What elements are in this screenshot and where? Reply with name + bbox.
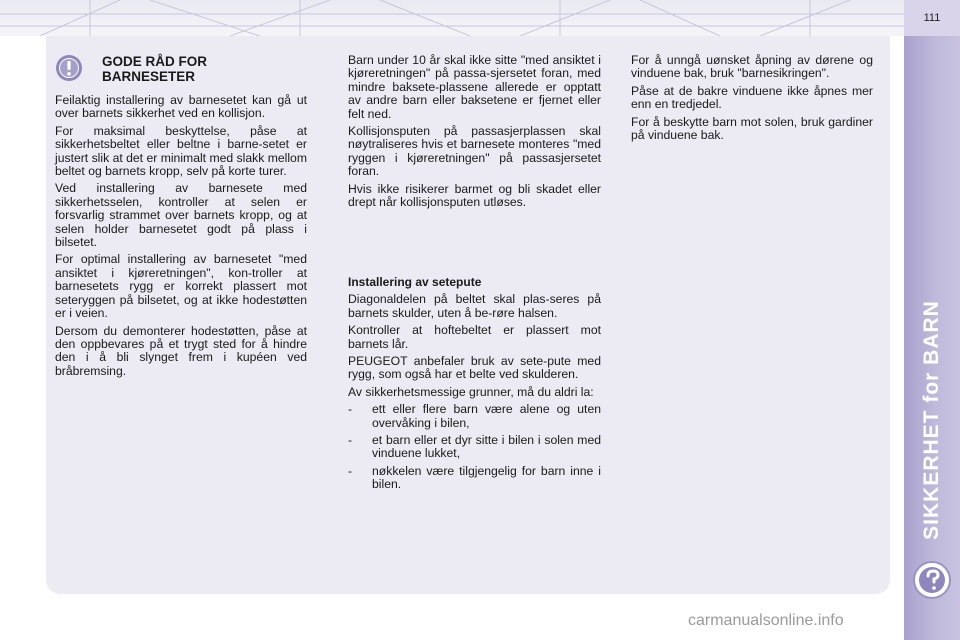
paragraph: PEUGEOT anbefaler bruk av sete-pute med rygg, som også har et belte ved skulderen. [348,354,601,382]
paragraph: Hvis ikke risikerer barmet og bli skadet eller drept når kollisjonsputen utløses. [348,181,601,210]
section-heading: GODE RÅD FOR BARNESETER [102,54,208,84]
list-item [348,434,601,461]
question-circle-icon [912,560,952,600]
paragraph: For optimal installering av barnesetet "med ansiktet i kjøreretningen", kon-troller at barnesetets rygg er korrekt plassert mot seteryggen på bilsetet, og at ikke hodestøtten er i veien. [55,252,307,321]
header-pattern [0,0,904,36]
page-number: 111 [923,12,941,24]
page-number-tab [904,0,960,36]
paragraph: Av sikkerhetsmessige grunner, må du aldri la: [348,384,594,399]
bullet-marker: - [348,402,353,417]
paragraph: Dersom du demonterer hodestøtten, påse at den oppbevares på et trygt sted for å hindre den i å bli slynget frem i kupéen ved bråbremsing. [55,323,307,378]
exclamation-circle-icon [55,54,83,82]
watermark: carmanualsonline.info [688,612,844,629]
column-1 [55,94,307,382]
list-item-text: et barn eller et dyr sitte i bilen i solen med vinduene lukket, [372,433,601,461]
paragraph: Påse at de bakre vinduene ikke åpnes mer enn en tredjedel. [631,83,873,112]
column-2-top [348,54,601,213]
bullet-marker: - [348,433,353,448]
paragraph: Kollisjonsputen på passasjerplassen skal nøytraliseres hvis et barnesete monteres "med ryggen i kjøreretningen" på passasjersetet foran. [348,124,601,179]
chapter-title-vertical [904,290,960,550]
paragraph: Kontroller at hoftebeltet er plassert mot barnets lår. [348,323,601,351]
list-item [348,465,601,492]
list-item-text: nøkkelen være tilgjengelig for barn inne i bilen. [372,463,601,492]
column-2-bottom [348,276,601,496]
paragraph: Feilaktig installering av barnesetet kan gå ut over barnets sikkerhet ved en kollisjon. [55,93,307,121]
paragraph: For å unngå uønsket åpning av dørene og vinduene bak, bruk "barnesikringen". [631,53,873,81]
paragraph: Diagonaldelen på beltet skal plas-seres på barnets skulder, uten å be-røre halsen. [348,292,601,320]
paragraph: Ved installering av barnesete med sikkerhetsselen, kontroller at selen er forsvarlig strammet over barnets kropp, og at selen holder barnesetet godt på plass i bilsetet. [55,181,307,250]
header-band [0,0,904,36]
list-item-text: ett eller flere barn være alene og uten overvåking i bilen, [372,402,601,430]
column-3 [631,54,873,146]
paragraph: For maksimal beskyttelse, påse at sikkerhetsbeltet eller beltne i barne-setet er justert slik at det er minimalt med slakk mellom beltet og barnets kropp, selv på korte turer. [55,123,307,179]
list-item [348,403,601,430]
paragraph: For å beskytte barn mot solen, bruk gardiner på vinduene bak. [631,114,873,143]
bullet-marker: - [348,463,353,478]
chapter-title: SIKKERHET for BARN [920,300,944,540]
paragraph: Barn under 10 år skal ikke sitte "med ansiktet i kjøreretningen" på passa-sjersetet foran, med mindre baksete-plassene allerede er opptatt av andre barn eller baksetene er fjernet eller felt ned. [348,53,601,121]
subheading: Installering av setepute [348,275,482,289]
